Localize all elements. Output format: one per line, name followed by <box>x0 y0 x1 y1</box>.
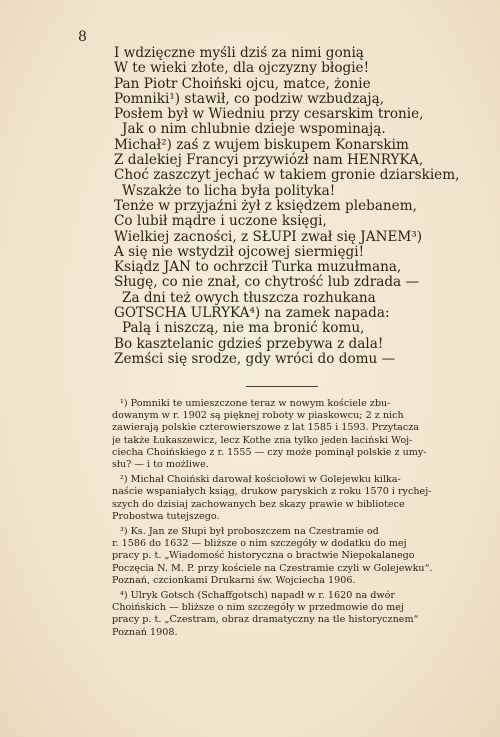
footnote-line: zawierają polskie czterowierszowe z lat 1585 i 1593. Przytacza <box>112 422 419 434</box>
poem-line: Bo kasztelanic gdzieś przebywa z dala! <box>114 335 384 352</box>
poem-line: Z dalekiej Francyi przywiózł nam HENRYKA, <box>114 152 424 169</box>
footnote-line: pracy p. t. „Czestram, obraz dramatyczny na tle historycznem“ <box>112 614 419 626</box>
poem-line: Tenże w przyjaźni żył z księdzem plebanem, <box>114 197 417 214</box>
poem-line: Ksiądz JAN to ochrzcił Turka muzułmana, <box>114 259 402 276</box>
footnote-line: dowanym w r. 1902 są pięknej roboty w piaskowcu; 2 z nich <box>112 410 404 422</box>
footnote-line: ciecha Choińskiego z r. 1555 — czy może pominął polskie z umy- <box>112 446 427 458</box>
poem-line: GOTSCHA ULRYKA⁴) na zamek napada: <box>114 305 390 322</box>
footnote-line: r. 1586 do 1632 — bliższe o nim szczegóły w dodatku do mej <box>112 538 407 550</box>
footnote-line: Probostwa tutejszego. <box>112 510 220 522</box>
footnote-line: ³) Ks. Jan ze Słupi był proboszczem na Czestramie od <box>120 526 379 538</box>
footnote-3 <box>112 526 450 587</box>
poem-line: Pomniki¹) stawił, co podziw wzbudzają, <box>114 90 385 107</box>
poem-line: Michał²) zaś z wujem biskupem Konarskim <box>114 136 409 153</box>
poem-line: Sługę, co nie znał, co chytrość lub zdrada — <box>114 274 420 291</box>
poem-line: Wielkiej zacności, z SŁUPI zwał się JANEM³) <box>114 228 423 245</box>
poem-line: Za dni też owych tłuszcza rozhukana <box>122 289 376 306</box>
poem-line: Choć zaszczyt jechać w takiem gronie dziarskiem, <box>114 167 460 184</box>
poem-line: Palą i niszczą, nie ma bronić komu, <box>122 320 365 337</box>
page-number: 8 <box>78 29 88 45</box>
poem-line: Jak o nim chlubnie dzieje wspominają. <box>122 121 386 138</box>
footnote-4 <box>112 590 450 639</box>
poem-line: Wszakże to licha była polityka! <box>122 182 336 199</box>
footnote-line: ²) Michał Choiński darował kościołowi w Golejewku kilka- <box>120 474 401 486</box>
footnote-1 <box>112 398 450 471</box>
footnote-line: Poczęcia N. M. P. przy kościele na Czestramie czyli w Golejewku“. <box>112 562 433 574</box>
poem <box>114 45 460 367</box>
poem-line: Posłem był w Wiedniu przy cesarskim tronie, <box>114 106 424 123</box>
footnote-line: słu? — i to możliwe. <box>112 459 209 471</box>
footnote-line: pracy p. t. „Wiadomość historyczna o bractwie Niepokalanego <box>112 550 415 562</box>
footnote-line: ⁴) Ulryk Gotsch (Schaffgotsch) napadł w r. 1620 na dwór <box>120 590 396 602</box>
poem-line: Co lubił mądre i uczone księgi, <box>114 213 327 230</box>
poem-line: W te wieki złote, dla ojczyzny błogie! <box>114 60 370 77</box>
footnote-line: je także Łukaszewicz, lecz Kothe zna tylko jeden łaciński Woj- <box>112 434 413 446</box>
poem-line: Zemści się srodze, gdy wróci do domu — <box>114 350 396 367</box>
poem-line: Pan Piotr Choiński ojcu, matce, żonie <box>114 75 371 92</box>
footnote-2 <box>112 474 450 523</box>
footnote-divider <box>246 386 318 387</box>
footnote-line: Poznań, czcionkami Drukarni św. Wojciecha 1906. <box>112 574 356 586</box>
footnote-line: szych do dzisiaj zachowanych bez skazy prawie w bibliotece <box>112 498 405 510</box>
footnote-line: naście wspaniałych ksiąg, drukow paryskich z roku 1570 i rychej- <box>112 486 432 498</box>
footnote-line: Poznań 1908. <box>112 626 178 638</box>
poem-line: A się nie wstydził ojcowej siermięgi! <box>114 243 365 260</box>
footnote-line: ¹) Pomniki te umieszczone teraz w nowym kościele zbu- <box>120 398 391 409</box>
poem-line: I wdzięczne myśli dziś za nimi gonią <box>114 45 364 61</box>
footnote-line: Choińskich — bliższe o nim szczegóły w przedmowie do mej <box>112 602 404 614</box>
footnotes <box>112 398 450 642</box>
